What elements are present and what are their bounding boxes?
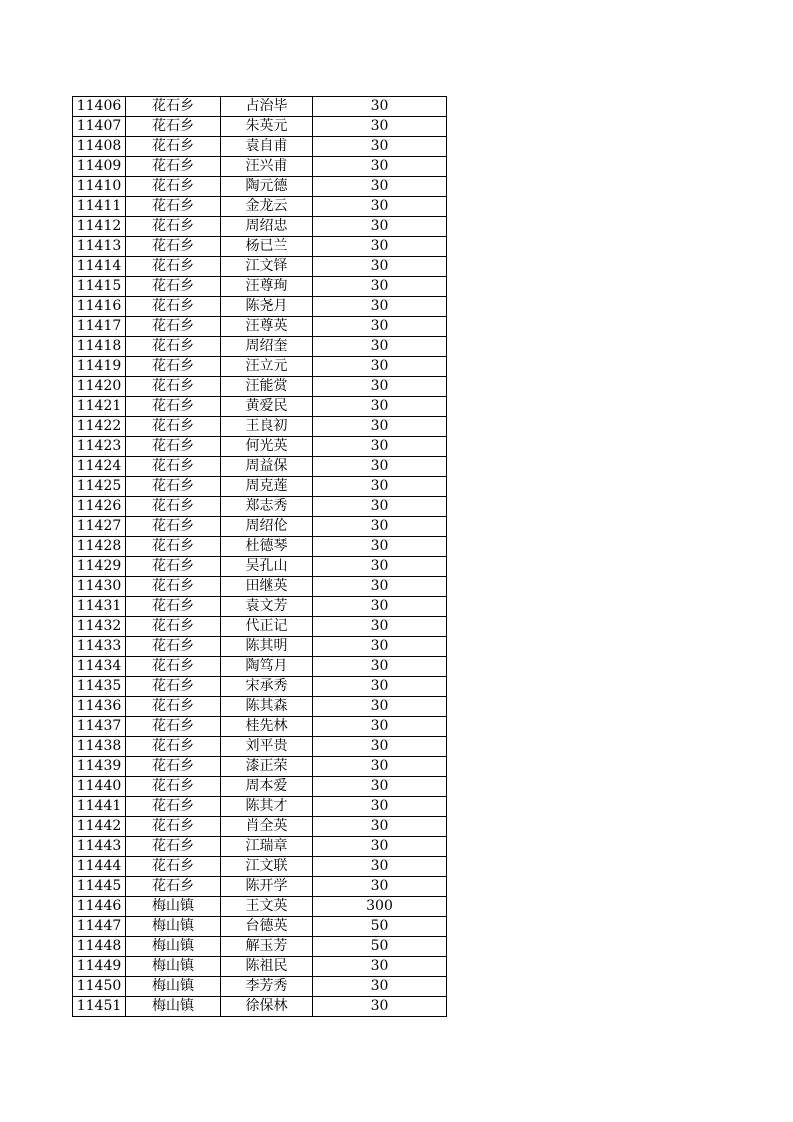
id-cell: 11427 [73, 517, 126, 537]
id-cell: 11406 [73, 97, 126, 117]
amount-cell: 30 [313, 497, 447, 517]
table-row [73, 497, 447, 517]
table-row [73, 977, 447, 997]
town-cell: 花石乡 [126, 877, 221, 897]
table-row [73, 657, 447, 677]
table-row [73, 557, 447, 577]
table-row [73, 137, 447, 157]
table-row [73, 397, 447, 417]
town-cell: 花石乡 [126, 277, 221, 297]
id-cell: 11449 [73, 957, 126, 977]
town-cell: 梅山镇 [126, 937, 221, 957]
id-cell: 11444 [73, 857, 126, 877]
town-cell: 花石乡 [126, 837, 221, 857]
table-row [73, 437, 447, 457]
table-row [73, 277, 447, 297]
town-cell: 花石乡 [126, 317, 221, 337]
name-cell: 江文铎 [221, 257, 313, 277]
name-cell: 刘平贵 [221, 737, 313, 757]
table-row [73, 897, 447, 917]
amount-cell: 30 [313, 317, 447, 337]
name-cell: 周克莲 [221, 477, 313, 497]
name-cell: 陈祖民 [221, 957, 313, 977]
amount-cell: 300 [313, 897, 447, 917]
id-cell: 11426 [73, 497, 126, 517]
name-cell: 占治毕 [221, 97, 313, 117]
id-cell: 11408 [73, 137, 126, 157]
amount-cell: 30 [313, 177, 447, 197]
table-row [73, 117, 447, 137]
town-cell: 花石乡 [126, 577, 221, 597]
table-row [73, 737, 447, 757]
name-cell: 肖全英 [221, 817, 313, 837]
table-row [73, 297, 447, 317]
table-row [73, 177, 447, 197]
name-cell: 江瑞章 [221, 837, 313, 857]
town-cell: 花石乡 [126, 457, 221, 477]
name-cell: 汪尊珣 [221, 277, 313, 297]
name-cell: 朱英元 [221, 117, 313, 137]
name-cell: 田继英 [221, 577, 313, 597]
table-row [73, 837, 447, 857]
name-cell: 陈其才 [221, 797, 313, 817]
table-row [73, 757, 447, 777]
amount-cell: 30 [313, 637, 447, 657]
town-cell: 花石乡 [126, 257, 221, 277]
amount-cell: 50 [313, 937, 447, 957]
table-row [73, 577, 447, 597]
table-row [73, 617, 447, 637]
id-cell: 11407 [73, 117, 126, 137]
amount-cell: 30 [313, 477, 447, 497]
town-cell: 花石乡 [126, 137, 221, 157]
amount-cell: 30 [313, 417, 447, 437]
amount-cell: 30 [313, 677, 447, 697]
name-cell: 金龙云 [221, 197, 313, 217]
name-cell: 袁文芳 [221, 597, 313, 617]
table-row [73, 217, 447, 237]
id-cell: 11447 [73, 917, 126, 937]
id-cell: 11424 [73, 457, 126, 477]
amount-cell: 30 [313, 157, 447, 177]
id-cell: 11416 [73, 297, 126, 317]
id-cell: 11439 [73, 757, 126, 777]
id-cell: 11411 [73, 197, 126, 217]
town-cell: 花石乡 [126, 437, 221, 457]
amount-cell: 30 [313, 977, 447, 997]
town-cell: 花石乡 [126, 477, 221, 497]
id-cell: 11442 [73, 817, 126, 837]
name-cell: 陈其森 [221, 697, 313, 717]
name-cell: 袁自甫 [221, 137, 313, 157]
town-cell: 花石乡 [126, 557, 221, 577]
table-row [73, 257, 447, 277]
name-cell: 汪兴甫 [221, 157, 313, 177]
name-cell: 江文联 [221, 857, 313, 877]
town-cell: 花石乡 [126, 97, 221, 117]
amount-cell: 30 [313, 257, 447, 277]
town-cell: 梅山镇 [126, 917, 221, 937]
table-row [73, 877, 447, 897]
town-cell: 梅山镇 [126, 997, 221, 1017]
amount-cell: 50 [313, 917, 447, 937]
id-cell: 11448 [73, 937, 126, 957]
table-row [73, 197, 447, 217]
id-cell: 11415 [73, 277, 126, 297]
name-cell: 代正记 [221, 617, 313, 637]
table-row [73, 957, 447, 977]
town-cell: 花石乡 [126, 817, 221, 837]
amount-cell: 30 [313, 277, 447, 297]
town-cell: 花石乡 [126, 117, 221, 137]
table-row [73, 377, 447, 397]
id-cell: 11445 [73, 877, 126, 897]
amount-cell: 30 [313, 357, 447, 377]
table-row [73, 777, 447, 797]
town-cell: 花石乡 [126, 397, 221, 417]
amount-cell: 30 [313, 297, 447, 317]
id-cell: 11451 [73, 997, 126, 1017]
table-body [73, 97, 447, 1017]
amount-cell: 30 [313, 797, 447, 817]
table-row [73, 337, 447, 357]
name-cell: 宋承秀 [221, 677, 313, 697]
id-cell: 11440 [73, 777, 126, 797]
name-cell: 汪尊英 [221, 317, 313, 337]
name-cell: 吴孔山 [221, 557, 313, 577]
id-cell: 11443 [73, 837, 126, 857]
amount-cell: 30 [313, 997, 447, 1017]
table-row [73, 237, 447, 257]
amount-cell: 30 [313, 837, 447, 857]
town-cell: 花石乡 [126, 657, 221, 677]
town-cell: 花石乡 [126, 357, 221, 377]
amount-cell: 30 [313, 217, 447, 237]
table-row [73, 717, 447, 737]
amount-cell: 30 [313, 617, 447, 637]
amount-cell: 30 [313, 437, 447, 457]
town-cell: 花石乡 [126, 497, 221, 517]
town-cell: 花石乡 [126, 797, 221, 817]
amount-cell: 30 [313, 237, 447, 257]
table-row [73, 797, 447, 817]
amount-cell: 30 [313, 577, 447, 597]
amount-cell: 30 [313, 777, 447, 797]
name-cell: 王文英 [221, 897, 313, 917]
table-row [73, 517, 447, 537]
name-cell: 周绍奎 [221, 337, 313, 357]
id-cell: 11419 [73, 357, 126, 377]
table-row [73, 697, 447, 717]
town-cell: 梅山镇 [126, 897, 221, 917]
name-cell: 李芳秀 [221, 977, 313, 997]
table-row [73, 357, 447, 377]
name-cell: 陈开学 [221, 877, 313, 897]
name-cell: 陶笃月 [221, 657, 313, 677]
amount-cell: 30 [313, 537, 447, 557]
town-cell: 花石乡 [126, 297, 221, 317]
town-cell: 花石乡 [126, 857, 221, 877]
town-cell: 花石乡 [126, 597, 221, 617]
name-cell: 周本爱 [221, 777, 313, 797]
town-cell: 花石乡 [126, 237, 221, 257]
id-cell: 11438 [73, 737, 126, 757]
id-cell: 11409 [73, 157, 126, 177]
town-cell: 花石乡 [126, 337, 221, 357]
amount-cell: 30 [313, 137, 447, 157]
id-cell: 11417 [73, 317, 126, 337]
name-cell: 陈尧月 [221, 297, 313, 317]
name-cell: 王良初 [221, 417, 313, 437]
table-row [73, 597, 447, 617]
town-cell: 花石乡 [126, 417, 221, 437]
town-cell: 花石乡 [126, 177, 221, 197]
id-cell: 11437 [73, 717, 126, 737]
id-cell: 11428 [73, 537, 126, 557]
id-cell: 11434 [73, 657, 126, 677]
amount-cell: 30 [313, 457, 447, 477]
name-cell: 周绍伦 [221, 517, 313, 537]
amount-cell: 30 [313, 377, 447, 397]
town-cell: 花石乡 [126, 697, 221, 717]
table-row [73, 457, 447, 477]
table-row [73, 477, 447, 497]
data-table [72, 96, 447, 1017]
id-cell: 11418 [73, 337, 126, 357]
name-cell: 杨已兰 [221, 237, 313, 257]
town-cell: 花石乡 [126, 637, 221, 657]
amount-cell: 30 [313, 857, 447, 877]
table-row [73, 317, 447, 337]
id-cell: 11429 [73, 557, 126, 577]
amount-cell: 30 [313, 557, 447, 577]
id-cell: 11423 [73, 437, 126, 457]
amount-cell: 30 [313, 197, 447, 217]
amount-cell: 30 [313, 737, 447, 757]
amount-cell: 30 [313, 397, 447, 417]
name-cell: 周绍忠 [221, 217, 313, 237]
table-row [73, 937, 447, 957]
town-cell: 花石乡 [126, 757, 221, 777]
town-cell: 花石乡 [126, 377, 221, 397]
name-cell: 陈其明 [221, 637, 313, 657]
town-cell: 花石乡 [126, 197, 221, 217]
amount-cell: 30 [313, 877, 447, 897]
amount-cell: 30 [313, 817, 447, 837]
id-cell: 11413 [73, 237, 126, 257]
id-cell: 11412 [73, 217, 126, 237]
town-cell: 梅山镇 [126, 957, 221, 977]
amount-cell: 30 [313, 97, 447, 117]
amount-cell: 30 [313, 757, 447, 777]
table-row [73, 537, 447, 557]
id-cell: 11450 [73, 977, 126, 997]
town-cell: 花石乡 [126, 617, 221, 637]
id-cell: 11420 [73, 377, 126, 397]
amount-cell: 30 [313, 717, 447, 737]
id-cell: 11436 [73, 697, 126, 717]
id-cell: 11435 [73, 677, 126, 697]
id-cell: 11421 [73, 397, 126, 417]
town-cell: 花石乡 [126, 157, 221, 177]
name-cell: 黄爱民 [221, 397, 313, 417]
name-cell: 陶元德 [221, 177, 313, 197]
id-cell: 11432 [73, 617, 126, 637]
name-cell: 漆正荣 [221, 757, 313, 777]
town-cell: 花石乡 [126, 217, 221, 237]
town-cell: 花石乡 [126, 717, 221, 737]
table-row [73, 637, 447, 657]
id-cell: 11446 [73, 897, 126, 917]
table-row [73, 857, 447, 877]
amount-cell: 30 [313, 697, 447, 717]
table-row [73, 97, 447, 117]
name-cell: 汪立元 [221, 357, 313, 377]
amount-cell: 30 [313, 957, 447, 977]
name-cell: 杜德琴 [221, 537, 313, 557]
name-cell: 台德英 [221, 917, 313, 937]
id-cell: 11433 [73, 637, 126, 657]
id-cell: 11441 [73, 797, 126, 817]
town-cell: 梅山镇 [126, 977, 221, 997]
table-row [73, 997, 447, 1017]
amount-cell: 30 [313, 597, 447, 617]
table-row [73, 417, 447, 437]
town-cell: 花石乡 [126, 777, 221, 797]
name-cell: 徐保林 [221, 997, 313, 1017]
name-cell: 郑志秀 [221, 497, 313, 517]
amount-cell: 30 [313, 337, 447, 357]
id-cell: 11431 [73, 597, 126, 617]
table-row [73, 157, 447, 177]
town-cell: 花石乡 [126, 737, 221, 757]
table-row [73, 917, 447, 937]
name-cell: 解玉芳 [221, 937, 313, 957]
id-cell: 11425 [73, 477, 126, 497]
id-cell: 11410 [73, 177, 126, 197]
name-cell: 汪能赏 [221, 377, 313, 397]
town-cell: 花石乡 [126, 537, 221, 557]
name-cell: 何光英 [221, 437, 313, 457]
name-cell: 周益保 [221, 457, 313, 477]
id-cell: 11430 [73, 577, 126, 597]
name-cell: 桂先林 [221, 717, 313, 737]
town-cell: 花石乡 [126, 677, 221, 697]
table-row [73, 677, 447, 697]
amount-cell: 30 [313, 117, 447, 137]
id-cell: 11422 [73, 417, 126, 437]
amount-cell: 30 [313, 517, 447, 537]
town-cell: 花石乡 [126, 517, 221, 537]
amount-cell: 30 [313, 657, 447, 677]
id-cell: 11414 [73, 257, 126, 277]
table-row [73, 817, 447, 837]
